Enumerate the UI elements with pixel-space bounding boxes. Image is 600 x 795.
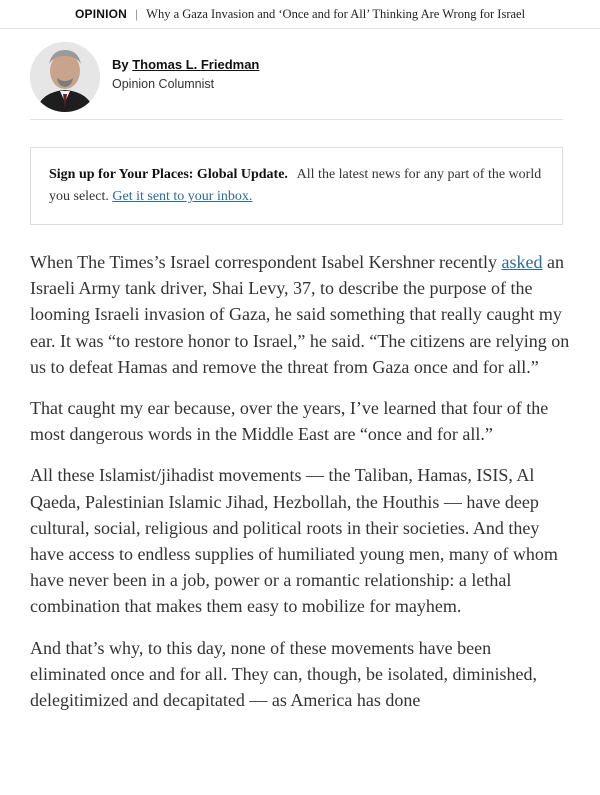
article-headline: Why a Gaza Invasion and ‘Once and for All’ Thinking Are Wrong for Israel [146, 6, 526, 21]
author-avatar-icon[interactable] [30, 42, 100, 112]
article-body [30, 249, 570, 728]
author-name-link[interactable]: Thomas L. Friedman [132, 57, 260, 72]
separator: | [135, 7, 139, 21]
byline [30, 40, 563, 120]
paragraph-4: And that’s why, to this day, none of these movements have been eliminated once and for all. They can, though, be isolated, diminished, delegitimized and decapitated — as America has done [30, 637, 538, 711]
byline-prefix: By [112, 57, 133, 72]
author-role: Opinion Columnist [112, 77, 215, 91]
paragraph-2: That caught my ear because, over the years, I’ve learned that four of the most dangerous words in the Middle East are “once and for all.” [30, 398, 549, 445]
paragraph-1: When The Times’s Israel correspondent Isabel Kershner recently asked an Israeli Army tank driver, Shai Levy, 37, to describe the purpose of the looming Israeli invasion of Gaza, he said something that really caught my ear. It was “to restore honor to Israel,” he said. “The citizens are relying on us to defeat Hamas and remove the threat from Gaza once and for all.” [30, 252, 570, 377]
paragraph-3: All these Islamist/jihadist movements — the Taliban, Hamas, ISIS, Al Qaeda, Palestinian Islamic Jihad, Hezbollah, the Houthis — have deep cultural, social, religious and political roots in their societies. And they have access to endless supplies of humiliated young men, many of whom have never been in a job, power or a romantic relationship: a lethal combination that makes them easy to mobilize for mayhem. [30, 465, 558, 617]
section-label[interactable]: OPINION [74, 7, 128, 21]
author-line [112, 57, 259, 72]
top-bar [0, 0, 600, 29]
signup-title: Sign up for Your Places: Global Update. [49, 167, 288, 182]
asked-link[interactable]: asked [501, 252, 543, 272]
newsletter-signup-box [30, 147, 563, 225]
signup-link[interactable]: Get it sent to your inbox. [112, 189, 253, 204]
signup-body: All the latest news for any part of the world you select. [49, 167, 542, 204]
